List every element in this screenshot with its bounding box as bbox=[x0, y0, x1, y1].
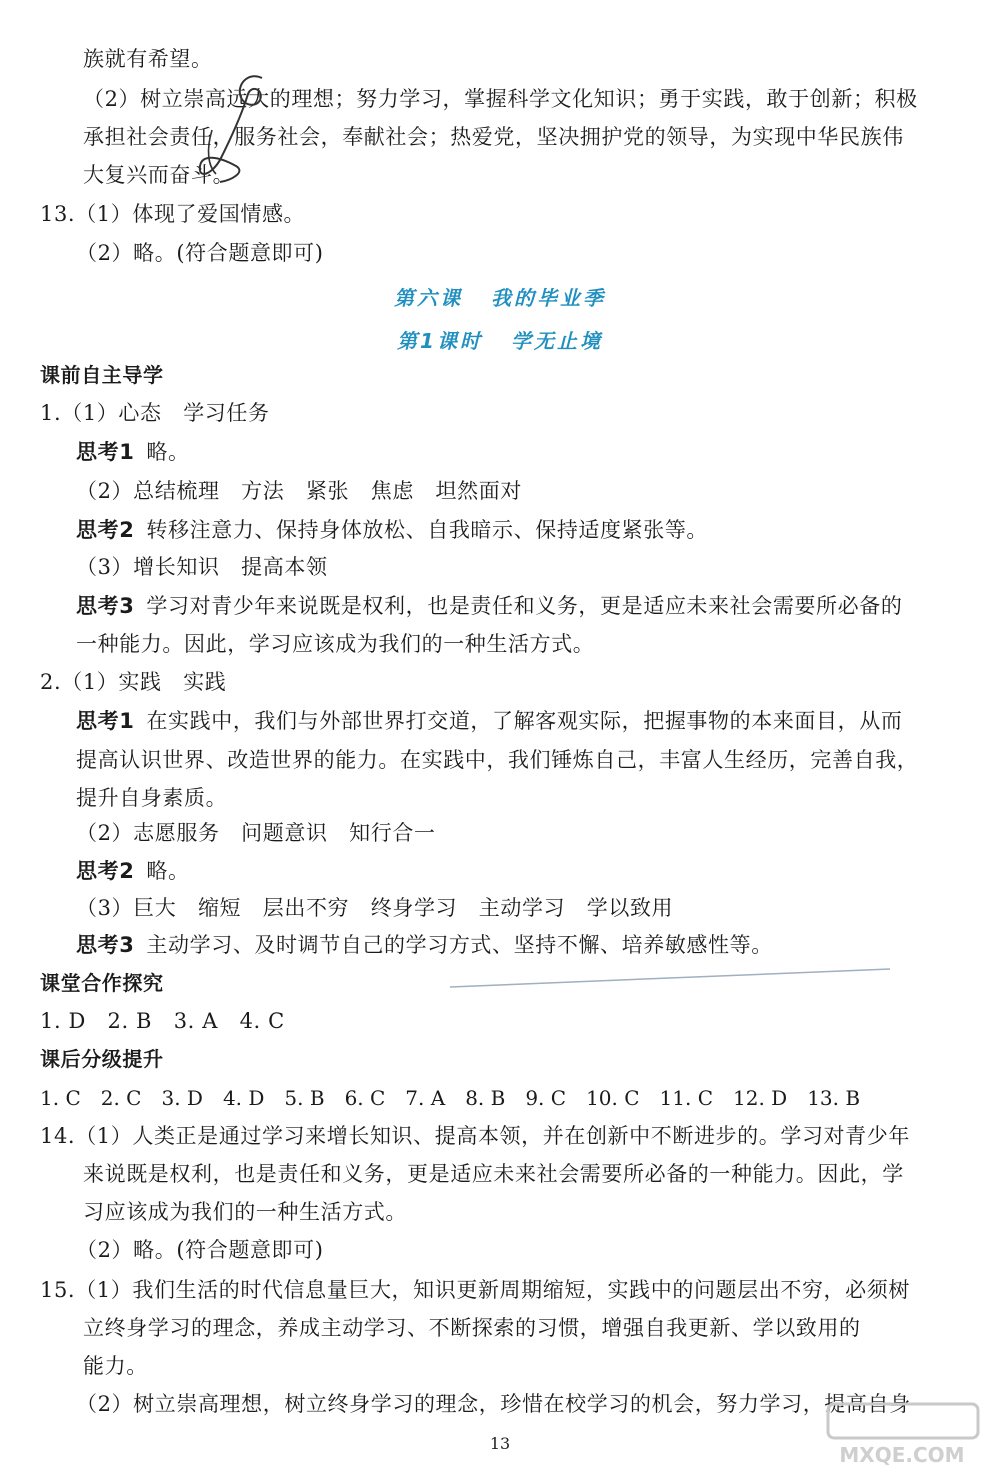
think-item bbox=[76, 515, 708, 545]
question-15-part-1: 15.（1）我们生活的时代信息量巨大，知识更新周期缩短，实践中的问题层出不穷，必须树 bbox=[40, 1278, 910, 1302]
think-text: 在实践中，我们与外部世界打交道，了解客观实际，把握事物的本来面目，从而 bbox=[146, 709, 903, 733]
answer-list: 1. D 2. B 3. A 4. C bbox=[40, 1009, 285, 1033]
text-line: 立终身学习的理念，养成主动学习、不断探索的习惯，增强自我更新、学以致用的 bbox=[83, 1316, 861, 1340]
think-label: 思考2 bbox=[76, 859, 135, 883]
text-line: 来说既是权利，也是责任和义务，更是适应未来社会需要所必备的一种能力。因此，学 bbox=[83, 1162, 904, 1186]
text-line: 承担社会责任，服务社会，奉献社会；热爱党，坚决拥护党的领导，为实现中华民族伟 bbox=[83, 125, 904, 149]
think-text: 转移注意力、保持身体放松、自我暗示、保持适度紧张等。 bbox=[146, 518, 709, 542]
text-line: （2）树立崇高远大的理想；努力学习，掌握科学文化知识；勇于实践，敢于创新；积极 bbox=[83, 87, 918, 111]
pen-line-mark bbox=[450, 965, 900, 995]
text-line: 提高认识世界、改造世界的能力。在实践中，我们锤炼自己，丰富人生经历，完善自我， bbox=[76, 748, 919, 772]
think-item bbox=[76, 930, 773, 960]
question-14-part-2: （2）略。(符合题意即可) bbox=[76, 1238, 324, 1262]
text-line: 一种能力。因此，学习应该成为我们的一种生活方式。 bbox=[76, 632, 595, 656]
question-15-part-2: （2）树立崇高理想，树立终身学习的理念，珍惜在校学习的机会，努力学习，提高自身 bbox=[76, 1392, 911, 1416]
think-item bbox=[76, 591, 902, 621]
think-label: 思考2 bbox=[76, 518, 135, 542]
think-text: 主动学习、及时调节自己的学习方式、坚持不懈、培养敏感性等。 bbox=[146, 933, 773, 957]
text-line: 大复兴而奋斗。 bbox=[83, 163, 235, 187]
question-2-part-3: （3）巨大 缩短 层出不穷 终身学习 主动学习 学以致用 bbox=[76, 896, 674, 920]
think-item bbox=[76, 437, 190, 467]
text-line: 能力。 bbox=[83, 1354, 148, 1378]
class-topic: 学无止境 bbox=[510, 329, 603, 353]
class-period: 第1课时 bbox=[397, 329, 483, 353]
question-1-part-1: 1.（1）心态 学习任务 bbox=[40, 401, 270, 425]
think-label: 思考1 bbox=[76, 709, 135, 733]
think-item bbox=[76, 856, 190, 886]
watermark-text: MXQE.COM bbox=[839, 1443, 965, 1467]
question-1-part-2: （2）总结梳理 方法 紧张 焦虑 坦然面对 bbox=[76, 479, 522, 503]
think-text: 学习对青少年来说既是权利，也是责任和义务，更是适应未来社会需要所必备的 bbox=[146, 594, 903, 618]
section-heading: 课前自主导学 bbox=[40, 363, 164, 387]
page-number: 13 bbox=[489, 1434, 511, 1453]
think-label: 思考1 bbox=[76, 440, 135, 464]
pen-scribble-mark bbox=[190, 70, 280, 200]
section-heading: 课堂合作探究 bbox=[40, 971, 164, 995]
question-2-part-2: （2）志愿服务 问题意识 知行合一 bbox=[76, 821, 436, 845]
answer-list: 1. C 2. C 3. D 4. D 5. B 6. C 7. A 8. B 9. C 10. C 11. C 12. D 13. B bbox=[40, 1086, 861, 1110]
question-14-part-1: 14.（1）人类正是通过学习来增长知识、提高本领，并在创新中不断进步的。学习对青少年 bbox=[40, 1124, 910, 1148]
question-13-part-1: 13.（1）体现了爱国情感。 bbox=[40, 202, 306, 226]
think-text: 略。 bbox=[146, 859, 190, 883]
think-item bbox=[76, 706, 902, 736]
lesson-title bbox=[0, 282, 1000, 311]
section-heading: 课后分级提升 bbox=[40, 1047, 164, 1071]
text-line: 习应该成为我们的一种生活方式。 bbox=[83, 1200, 407, 1224]
lesson-name: 我的毕业季 bbox=[491, 286, 606, 310]
text-line: 族就有希望。 bbox=[83, 47, 213, 71]
text-line: 提升自身素质。 bbox=[76, 786, 228, 810]
question-2-part-1: 2.（1）实践 实践 bbox=[40, 670, 227, 694]
lesson-subtitle bbox=[0, 325, 1000, 354]
think-label: 思考3 bbox=[76, 933, 135, 957]
think-text: 略。 bbox=[146, 440, 190, 464]
lesson-number: 第六课 bbox=[394, 286, 463, 310]
think-label: 思考3 bbox=[76, 594, 135, 618]
question-1-part-3: （3）增长知识 提高本领 bbox=[76, 555, 328, 579]
question-13-part-2: （2）略。(符合题意即可) bbox=[76, 241, 324, 265]
